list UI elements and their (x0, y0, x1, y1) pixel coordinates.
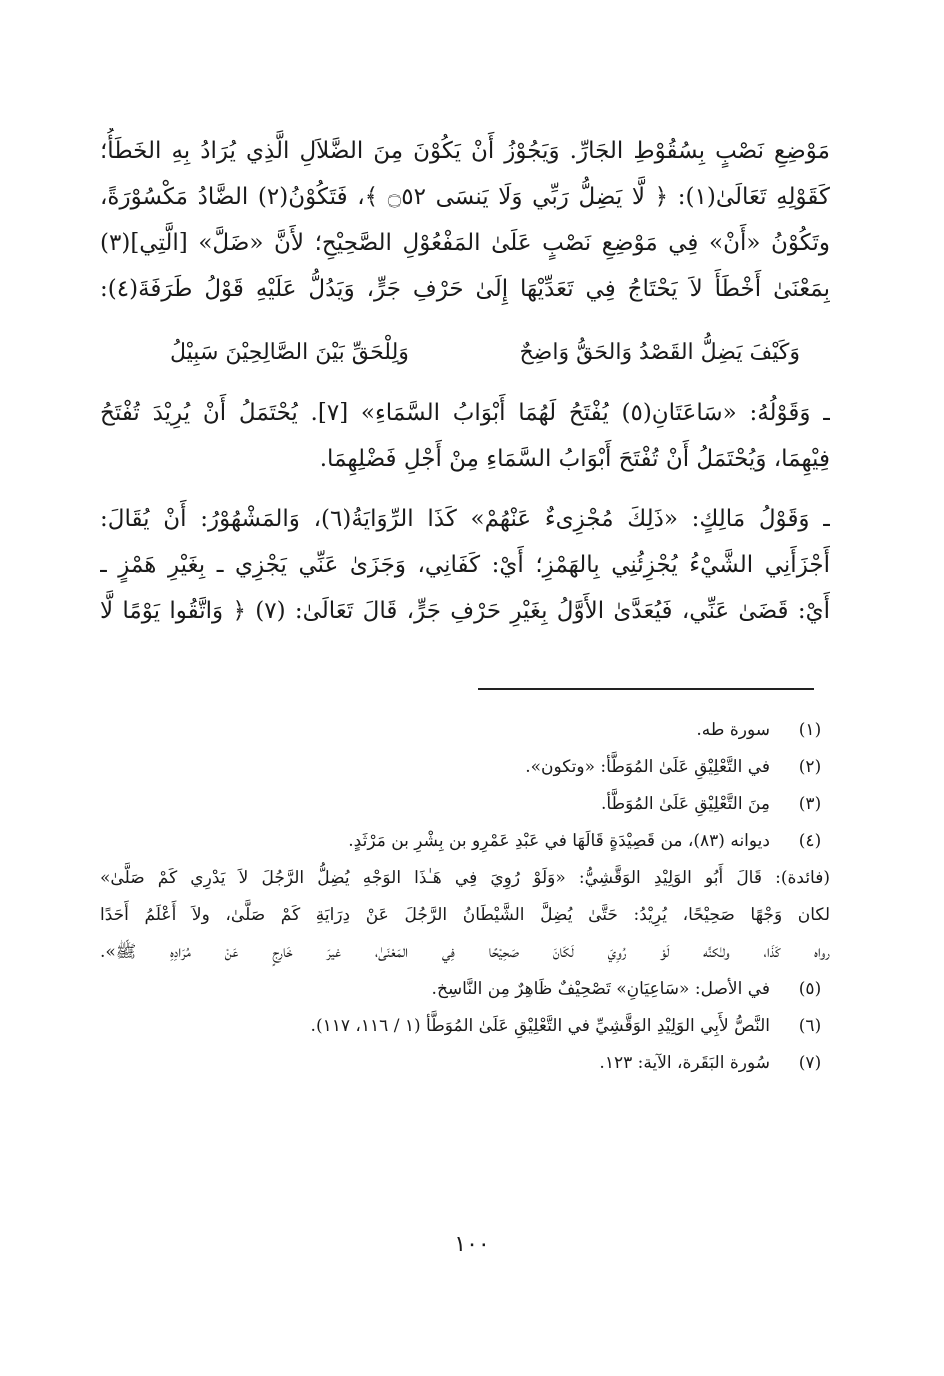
footnote-item (100, 749, 830, 786)
main-text-line: أَيْ: قَضَىٰ عَنِّي، فَيُعَدَّىٰ الأَوَّلُ بِغَيْرِ حَرْفِ جَرٍّ، قَالَ تَعَالَىٰ: (٧) ﴿ وَاتَّقُوا يَوْمًا لَّا (100, 598, 830, 624)
footnote-number: (٢) (798, 757, 822, 777)
poetry-verse (100, 330, 830, 376)
footnote-item (100, 823, 830, 971)
main-text-line: بِمَعْنَىٰ أَخْطَأَ لاَ يَحْتَاجُ فِي تَعَدِّيْهَا إِلَىٰ حَرْفِ جَرٍّ، وَيَدُلُّ عَلَيْهِ قَوْلُ طَرَفَةَ(٤): (100, 276, 830, 302)
main-text-line: فِيْهِمَا، وَيُحْتَمَلُ أَنْ تُفْتَحَ أَبْوَابُ السَّمَاءِ مِنْ أَجْلِ فَضْلِهِمَا. (319, 446, 830, 472)
footnote-number: (٣) (798, 794, 822, 814)
footnote-text: لكان وَجْهًا صَحِيْحًا، يُرِيْدُ: حَتَّىٰ يُضِلَّ الشَّيْطَانُ الرَّجُلَ عَنْ دِرَايَةِ كَمْ صَلَّىٰ، ولاَ أَعْلَمُ أَحَدًا (100, 905, 830, 925)
footnote-item (100, 712, 830, 749)
footnote-text: في الأصل: «سَاعِيَانِ» تَصْحِيْفٌ ظَاهِرٌ مِن النَّاسِخ. (431, 979, 770, 999)
footnote-item (100, 971, 830, 1008)
footnote-text: (فائدة): قَالَ أَبُو الوَلِيْدِ الوَقَّشِيُّ: «وَلَوْ رُوِيَ فِي هَـٰذَا الوَجْهِ يُضِلُّ الرَّجُلَ لاَ يَدْرِي كَمْ صَلَّىٰ» (100, 868, 830, 888)
footnote-item (100, 786, 830, 823)
footnote-number: (٤) (798, 831, 822, 851)
footnote-text: رواه كَذَا، ولـٰكنَّه لَوْ رُوِيَ لَكَانَ صَحِيْحًا فِي المَعْنَىٰ، غيرَ خَارِجٍ عَنْ مُرَادِهِ ﷺ». (100, 942, 830, 962)
page-number: ١٠٠ (454, 1232, 490, 1257)
footnote-text: سُورة البَقَرة، الآية: ١٢٣. (599, 1053, 770, 1073)
footnote-text: مِنَ التَّعْلِيْقِ عَلَىٰ المُوَطَّأ. (601, 794, 770, 814)
footnote-separator (478, 688, 814, 690)
footnote-text: النَّصُّ لأَبِي الوَلِيْدِ الوَقَّشِيِّ في التَّعْلِيْقِ عَلَىٰ المُوَطَّأ (١ / ١١٦، ١١٧). (310, 1016, 770, 1036)
footnote-item (100, 1045, 830, 1082)
main-text-line: كَقَوْلِهِ تَعَالَىٰ(١): ﴿ لَّا يَضِلُّ رَبِّي وَلَا يَنسَى ۝٥٢ ﴾، فَتَكُوْنُ(٢) الضَّادُ مَكْسُوْرَةً، (100, 184, 830, 210)
footnote-text: ديوانه (٨٣)، من قَصِيْدَةٍ قَالَهَا في عَبْدِ عَمْرِو بن بِشْرِ بن مَرْثَدٍ. (348, 831, 770, 851)
footnote-number: (١) (798, 720, 822, 740)
footnote-item (100, 1008, 830, 1045)
footnote-number: (٥) (798, 979, 822, 999)
main-text-body (100, 128, 830, 634)
main-text-line: أَجْزَأَنِي الشَّيْءُ يُجْزِئُنِي بِالهَمْزِ؛ أَيْ: كَفَانِي، وَجَزَىٰ عَنِّي يَجْزِي ـ بِغَيْرِ هَمْزٍ ـ (100, 552, 830, 578)
verse-second-hemistich: وَلِلْحَقِّ بَيْنَ الصَّالِحِيْنَ سَبِيْلُ (170, 340, 409, 365)
footnote-number: (٧) (798, 1053, 822, 1073)
verse-first-hemistich: وَكَيْفَ يَضِلُّ القَصْدُ وَالحَقُّ وَاضِحٌ (519, 340, 800, 365)
main-text-line: ـ وَقَوْلُ مَالِكٍ: «ذَلِكَ مُجْزِىءٌ عَنْهُمْ» كَذَا الرِّوَايَةُ(٦)، وَالمَشْهُوْرُ: أَنْ يُقَالَ: (100, 506, 830, 532)
footnote-text: سورة طه. (696, 720, 770, 740)
main-text-line: ـ وَقَوْلُهُ: «سَاعَتَانِ(٥) يُفْتَحُ لَهُمَا أَبْوَابُ السَّمَاءِ» [٧]. يُحْتَمَلُ أَنْ يُرِيْدَ تُفْتَحُ (100, 400, 830, 426)
footnote-text: في التَّعْلِيْقِ عَلَىٰ المُوَطَّأ: «وتكون». (525, 757, 770, 777)
footnotes-section (100, 712, 830, 1082)
main-text-line: مَوْضِعِ نَصْبٍ بِسُقُوْطِ الجَارِّ. وَيَجُوْزُ أَنْ يَكُوْنَ مِنَ الضَّلاَلِ الَّذِي يُرَادُ بِهِ الخَطَأُ؛ (100, 138, 830, 164)
footnote-number: (٦) (798, 1016, 822, 1036)
main-text-line: وتَكُوْنُ «أَنْ» فِي مَوْضِعِ نَصْبٍ عَلَىٰ المَفْعُوْلِ الصَّحِيْحِ؛ لأَنَّ «ضَلَّ» [الَّتِي](٣) (100, 230, 830, 256)
